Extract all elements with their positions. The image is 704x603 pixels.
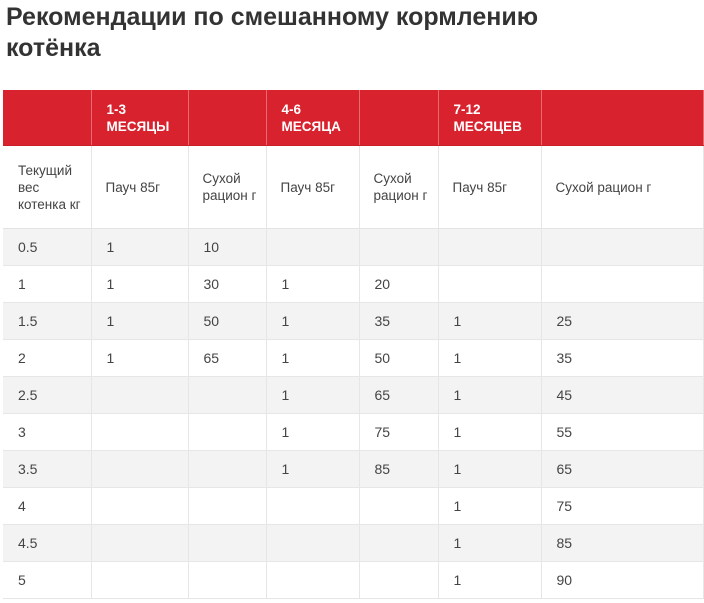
pouch-cell: 1 (91, 266, 188, 303)
dry-food-cell (188, 525, 266, 562)
pouch-cell: 1 (438, 340, 541, 377)
pouch-cell: 1 (266, 414, 359, 451)
table-subheader-row (3, 146, 703, 229)
weight-cell: 4.5 (3, 525, 91, 562)
dry-food-cell (541, 266, 703, 303)
feeding-table (3, 90, 704, 599)
pouch-cell: 1 (266, 303, 359, 340)
dry-food-cell: 50 (359, 340, 438, 377)
feeding-table-container (3, 90, 652, 599)
pouch-cell: 1 (438, 377, 541, 414)
weight-cell: 3 (3, 414, 91, 451)
page-title: Рекомендации по смешанному кормлению котёнка (6, 3, 539, 62)
header-cell-empty (188, 90, 266, 146)
pouch-cell (266, 229, 359, 266)
pouch-cell (438, 266, 541, 303)
pouch-cell (91, 562, 188, 599)
dry-food-cell (188, 562, 266, 599)
pouch-cell: 1 (266, 340, 359, 377)
dry-food-cell: 85 (541, 525, 703, 562)
header-age-group: 4-6 МЕСЯЦА (266, 90, 359, 146)
pouch-column-header: Пауч 85г (266, 146, 359, 229)
weight-cell: 5 (3, 562, 91, 599)
dry-food-column-header: Сухой рацион г (188, 146, 266, 229)
dry-food-cell (359, 562, 438, 599)
weight-cell: 0.5 (3, 229, 91, 266)
dry-food-cell: 65 (359, 377, 438, 414)
dry-food-cell: 50 (188, 303, 266, 340)
dry-food-cell: 55 (541, 414, 703, 451)
weight-cell: 4 (3, 488, 91, 525)
dry-food-column-header: Сухой рацион г (541, 146, 703, 229)
pouch-cell: 1 (438, 488, 541, 525)
pouch-cell: 1 (438, 525, 541, 562)
pouch-cell (91, 488, 188, 525)
dry-food-cell: 90 (541, 562, 703, 599)
table-row (3, 229, 703, 266)
weight-cell: 1 (3, 266, 91, 303)
dry-food-cell: 25 (541, 303, 703, 340)
table-row (3, 414, 703, 451)
pouch-cell: 1 (438, 562, 541, 599)
dry-food-cell: 75 (359, 414, 438, 451)
pouch-column-header: Пауч 85г (91, 146, 188, 229)
table-header-row (3, 90, 703, 146)
dry-food-cell: 35 (541, 340, 703, 377)
dry-food-cell (188, 377, 266, 414)
pouch-cell (91, 377, 188, 414)
dry-food-cell: 30 (188, 266, 266, 303)
dry-food-cell (359, 488, 438, 525)
header-age-group: 1-3 МЕСЯЦЫ (91, 90, 188, 146)
pouch-cell: 1 (91, 229, 188, 266)
pouch-cell: 1 (266, 377, 359, 414)
dry-food-cell: 65 (541, 451, 703, 488)
table-row (3, 303, 703, 340)
table-row (3, 562, 703, 599)
dry-food-cell: 45 (541, 377, 703, 414)
table-body (3, 229, 703, 599)
pouch-cell: 1 (91, 340, 188, 377)
pouch-cell: 1 (438, 303, 541, 340)
dry-food-cell (188, 451, 266, 488)
weight-cell: 2 (3, 340, 91, 377)
pouch-cell: 1 (438, 451, 541, 488)
pouch-cell (91, 451, 188, 488)
dry-food-cell: 35 (359, 303, 438, 340)
pouch-cell (266, 488, 359, 525)
pouch-cell (266, 562, 359, 599)
header-cell-empty (359, 90, 438, 146)
dry-food-cell (188, 488, 266, 525)
weight-cell: 1.5 (3, 303, 91, 340)
dry-food-cell: 85 (359, 451, 438, 488)
pouch-cell (438, 229, 541, 266)
table-row (3, 488, 703, 525)
pouch-cell: 1 (266, 266, 359, 303)
table-row (3, 377, 703, 414)
weight-cell: 3.5 (3, 451, 91, 488)
table-row (3, 340, 703, 377)
pouch-cell: 1 (438, 414, 541, 451)
pouch-cell: 1 (91, 303, 188, 340)
header-cell-empty (541, 90, 703, 146)
dry-food-cell: 65 (188, 340, 266, 377)
dry-food-column-header: Сухой рацион г (359, 146, 438, 229)
pouch-cell (91, 414, 188, 451)
pouch-cell (91, 525, 188, 562)
pouch-cell (266, 525, 359, 562)
weight-cell: 2.5 (3, 377, 91, 414)
table-row (3, 266, 703, 303)
header-age-group: 7-12 МЕСЯЦЕВ (438, 90, 541, 146)
dry-food-cell (541, 229, 703, 266)
dry-food-cell (188, 414, 266, 451)
table-row (3, 451, 703, 488)
weight-column-header: Текущий вес котенка кг (3, 146, 91, 229)
pouch-cell: 1 (266, 451, 359, 488)
dry-food-cell: 20 (359, 266, 438, 303)
dry-food-cell: 75 (541, 488, 703, 525)
dry-food-cell (359, 525, 438, 562)
header-cell-empty (3, 90, 91, 146)
pouch-column-header: Пауч 85г (438, 146, 541, 229)
dry-food-cell (359, 229, 438, 266)
table-row (3, 525, 703, 562)
dry-food-cell: 10 (188, 229, 266, 266)
